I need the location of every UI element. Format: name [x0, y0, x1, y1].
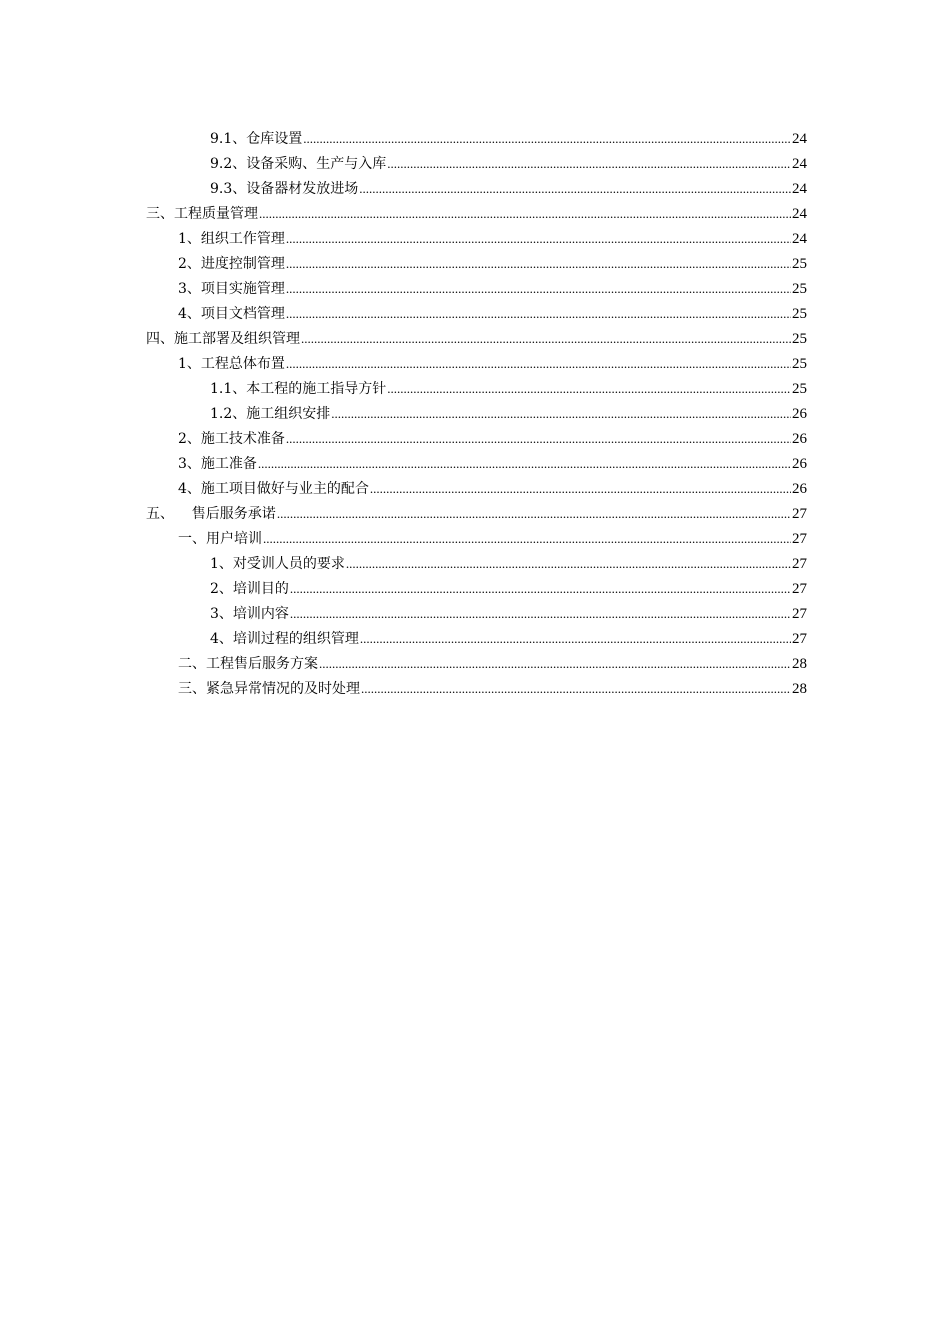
toc-entry[interactable] — [146, 651, 807, 676]
toc-entry-page-number: 27 — [792, 606, 807, 622]
toc-entry[interactable] — [146, 601, 807, 626]
toc-entry-page-number: 28 — [792, 681, 807, 697]
toc-entry-page-number: 27 — [792, 631, 807, 647]
dot-leader — [286, 426, 791, 451]
toc-entry[interactable] — [146, 451, 807, 476]
dot-leader — [387, 151, 791, 176]
dot-leader — [286, 351, 791, 376]
toc-entry[interactable] — [146, 351, 807, 376]
toc-entry[interactable] — [146, 126, 807, 151]
toc-entry-page-number: 24 — [792, 231, 807, 247]
toc-entry-title: 1、对受训人员的要求 — [210, 556, 345, 572]
dot-leader — [277, 501, 791, 526]
toc-entry-title: 9.1、仓库设置 — [210, 131, 303, 147]
toc-entry-title: 4、项目文档管理 — [178, 306, 285, 322]
toc-entry-title: 五、 售后服务承诺 — [146, 506, 276, 522]
toc-entry-title: 三、紧急异常情况的及时处理 — [178, 681, 360, 697]
toc-entry-page-number: 25 — [792, 331, 807, 347]
toc-entry-page-number: 24 — [792, 131, 807, 147]
toc-entry-page-number: 26 — [792, 456, 807, 472]
toc-entry-title: 1.2、施工组织安排 — [210, 406, 331, 422]
toc-entry-title: 2、施工技术准备 — [178, 431, 285, 447]
toc-entry[interactable] — [146, 576, 807, 601]
toc-entry-title: 3、培训内容 — [210, 606, 289, 622]
toc-entry-page-number: 27 — [792, 506, 807, 522]
toc-entry-title: 二、工程售后服务方案 — [178, 656, 318, 672]
dot-leader — [319, 651, 791, 676]
toc-entry-page-number: 25 — [792, 356, 807, 372]
toc-entry-title: 9.3、设备器材发放进场 — [210, 181, 359, 197]
toc-entry-page-number: 26 — [792, 406, 807, 422]
toc-entry-page-number: 27 — [792, 581, 807, 597]
toc-entry-title: 3、项目实施管理 — [178, 281, 285, 297]
toc-entry-title: 三、工程质量管理 — [146, 206, 258, 222]
toc-entry-page-number: 24 — [792, 206, 807, 222]
toc-entry[interactable] — [146, 226, 807, 251]
toc-entry[interactable] — [146, 251, 807, 276]
toc-entry-page-number: 24 — [792, 156, 807, 172]
dot-leader — [301, 326, 791, 351]
toc-entry-title: 9.2、设备采购、生产与入库 — [210, 156, 387, 172]
toc-entry-page-number: 27 — [792, 556, 807, 572]
toc-entry-page-number: 28 — [792, 656, 807, 672]
toc-entry[interactable] — [146, 551, 807, 576]
toc-entry[interactable] — [146, 376, 807, 401]
toc-entry-title: 4、培训过程的组织管理 — [210, 631, 359, 647]
dot-leader — [286, 276, 791, 301]
dot-leader — [290, 601, 791, 626]
dot-leader — [303, 126, 791, 151]
dot-leader — [361, 676, 791, 701]
dot-leader — [370, 476, 791, 501]
dot-leader — [286, 251, 791, 276]
toc-entry-page-number: 25 — [792, 256, 807, 272]
toc-entry[interactable] — [146, 626, 807, 651]
dot-leader — [263, 526, 791, 551]
toc-entry-page-number: 24 — [792, 181, 807, 197]
dot-leader — [387, 376, 791, 401]
toc-entry-page-number: 25 — [792, 281, 807, 297]
toc-entry-title: 一、用户培训 — [178, 531, 262, 547]
toc-entry-title: 2、培训目的 — [210, 581, 289, 597]
dot-leader — [331, 401, 791, 426]
dot-leader — [286, 226, 791, 251]
toc-entry-page-number: 25 — [792, 306, 807, 322]
toc-entry-page-number: 25 — [792, 381, 807, 397]
dot-leader — [286, 301, 791, 326]
toc-entry-title: 四、施工部署及组织管理 — [146, 331, 300, 347]
toc-entry-title: 1、组织工作管理 — [178, 231, 285, 247]
toc-entry[interactable] — [146, 151, 807, 176]
toc-entry[interactable] — [146, 401, 807, 426]
table-of-contents — [146, 126, 807, 701]
toc-entry-page-number: 26 — [792, 481, 807, 497]
toc-entry[interactable] — [146, 676, 807, 701]
toc-entry-title: 2、进度控制管理 — [178, 256, 285, 272]
toc-entry-page-number: 27 — [792, 531, 807, 547]
dot-leader — [290, 576, 791, 601]
toc-entry[interactable] — [146, 526, 807, 551]
toc-entry[interactable] — [146, 176, 807, 201]
toc-entry[interactable] — [146, 276, 807, 301]
toc-entry-title: 4、施工项目做好与业主的配合 — [178, 481, 369, 497]
dot-leader — [359, 176, 791, 201]
dot-leader — [346, 551, 791, 576]
dot-leader — [259, 201, 791, 226]
toc-entry[interactable] — [146, 501, 807, 526]
toc-entry-title: 1、工程总体布置 — [178, 356, 285, 372]
dot-leader — [258, 451, 791, 476]
toc-entry-page-number: 26 — [792, 431, 807, 447]
toc-entry[interactable] — [146, 426, 807, 451]
toc-entry[interactable] — [146, 476, 807, 501]
dot-leader — [360, 626, 791, 651]
toc-entry-title: 1.1、本工程的施工指导方针 — [210, 381, 387, 397]
toc-entry[interactable] — [146, 301, 807, 326]
toc-entry-title: 3、施工准备 — [178, 456, 257, 472]
toc-entry[interactable] — [146, 326, 807, 351]
toc-entry[interactable] — [146, 201, 807, 226]
